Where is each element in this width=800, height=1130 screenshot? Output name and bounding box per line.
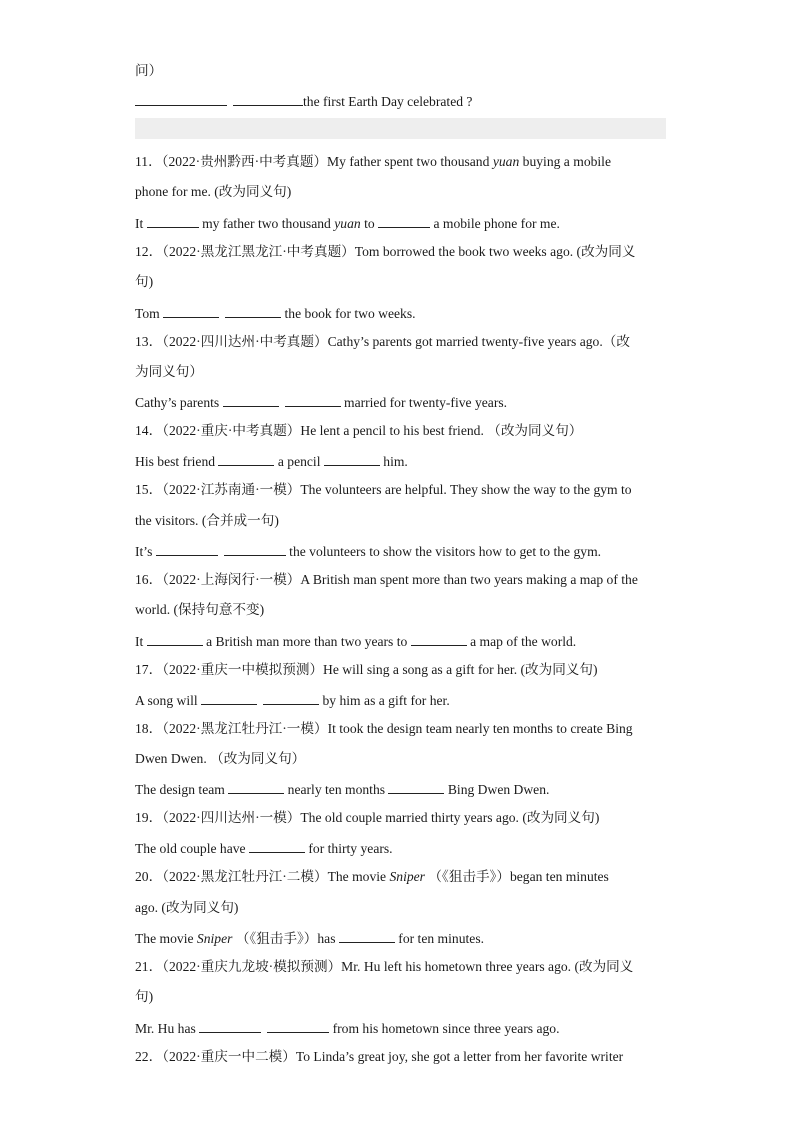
question-17-prompt: 17．（2022·重庆一中模拟预测）He will sing a song as a gift for her. (改为同义句) bbox=[135, 662, 598, 677]
answer-blank[interactable] bbox=[233, 92, 303, 106]
answer-blank[interactable] bbox=[225, 304, 281, 318]
question-16-instruction: world. (保持句意不变) bbox=[135, 602, 265, 617]
answer-blank[interactable] bbox=[228, 780, 284, 794]
answer-blank[interactable] bbox=[147, 632, 203, 646]
question-11-answer: It my father two thousand yuan to a mobile phone for me. bbox=[135, 216, 560, 231]
prev-question-answer-line: the first Earth Day celebrated ? bbox=[135, 92, 472, 111]
question-14-prompt: 14．（2022·重庆·中考真题）He lent a pencil to his best friend. （改为同义句） bbox=[135, 423, 583, 438]
question-11-prompt: 11．（2022·贵州黔西·中考真题）My father spent two thousand yuan buying a mobile bbox=[135, 154, 611, 169]
answer-blank[interactable] bbox=[163, 304, 219, 318]
question-12-prompt-cont: 句) bbox=[135, 274, 154, 289]
question-15-answer: It’s the volunteers to show the visitors how to get to the gym. bbox=[135, 544, 602, 559]
answer-blank[interactable] bbox=[218, 452, 274, 466]
answer-blank[interactable] bbox=[135, 92, 227, 106]
question-20-prompt: 20．（2022·黑龙江牡丹江·二模）The movie Sniper （《狙击手》）began ten minutes bbox=[135, 869, 609, 884]
question-18-answer: The design team nearly ten months Bing Dwen Dwen. bbox=[135, 782, 550, 797]
answer-blank[interactable] bbox=[267, 1019, 329, 1033]
question-18-prompt: 18．（2022·黑龙江牡丹江·一模）It took the design team nearly ten months to create Bing bbox=[135, 721, 633, 736]
question-21-answer: Mr. Hu has from his hometown since three years ago. bbox=[135, 1021, 560, 1036]
answer-blank[interactable] bbox=[201, 691, 257, 705]
answer-blank[interactable] bbox=[224, 542, 286, 556]
question-16-prompt: 16．（2022·上海闵行·一模）A British man spent more than two years making a map of the bbox=[135, 572, 638, 587]
question-15-instruction: the visitors. (合并成一句) bbox=[135, 513, 279, 528]
answer-blank[interactable] bbox=[156, 542, 218, 556]
answer-blank[interactable] bbox=[285, 393, 341, 407]
answer-blank[interactable] bbox=[199, 1019, 261, 1033]
answer-blank[interactable] bbox=[147, 214, 199, 228]
answer-blank[interactable] bbox=[388, 780, 444, 794]
question-12-prompt: 12．（2022·黑龙江黑龙江·中考真题）Tom borrowed the book two weeks ago. (改为同义 bbox=[135, 244, 636, 259]
answer-blank[interactable] bbox=[411, 632, 467, 646]
question-19-answer: The old couple have for thirty years. bbox=[135, 841, 393, 856]
question-13-answer: Cathy’s parents married for twenty-five years. bbox=[135, 395, 508, 410]
answer-blank[interactable] bbox=[263, 691, 319, 705]
question-13-prompt-cont: 为同义句） bbox=[135, 364, 203, 379]
question-21-prompt-cont: 句) bbox=[135, 989, 154, 1004]
section-separator bbox=[135, 118, 666, 139]
question-20-answer: The movie Sniper （《狙击手》）has for ten minutes. bbox=[135, 931, 485, 946]
question-18-prompt-cont: Dwen Dwen. （改为同义句） bbox=[135, 751, 306, 766]
question-22-prompt: 22．（2022·重庆一中二模）To Linda’s great joy, she got a letter from her favorite writer bbox=[135, 1049, 624, 1064]
answer-blank[interactable] bbox=[249, 839, 305, 853]
question-17-answer: A song will by him as a gift for her. bbox=[135, 693, 450, 708]
question-15-prompt: 15．（2022·江苏南通·一模）The volunteers are helpful. They show the way to the gym to bbox=[135, 482, 632, 497]
answer-blank[interactable] bbox=[339, 929, 395, 943]
question-12-answer: Tom the book for two weeks. bbox=[135, 306, 416, 321]
answer-blank[interactable] bbox=[378, 214, 430, 228]
answer-blank[interactable] bbox=[223, 393, 279, 407]
question-19-prompt: 19．（2022·四川达州·一模）The old couple married thirty years ago. (改为同义句) bbox=[135, 810, 600, 825]
question-21-prompt: 21．（2022·重庆九龙坡·模拟预测）Mr. Hu left his hometown three years ago. (改为同义 bbox=[135, 959, 634, 974]
question-11-instruction: phone for me. (改为同义句) bbox=[135, 184, 292, 199]
question-16-answer: It a British man more than two years to a map of the world. bbox=[135, 634, 577, 649]
answer-blank[interactable] bbox=[324, 452, 380, 466]
prev-question-tail: 问） bbox=[135, 63, 163, 78]
question-20-instruction: ago. (改为同义句) bbox=[135, 900, 239, 915]
question-13-prompt: 13．（2022·四川达州·中考真题）Cathy’s parents got married twenty-five years ago.（改 bbox=[135, 334, 630, 349]
question-14-answer: His best friend a pencil him. bbox=[135, 454, 408, 469]
